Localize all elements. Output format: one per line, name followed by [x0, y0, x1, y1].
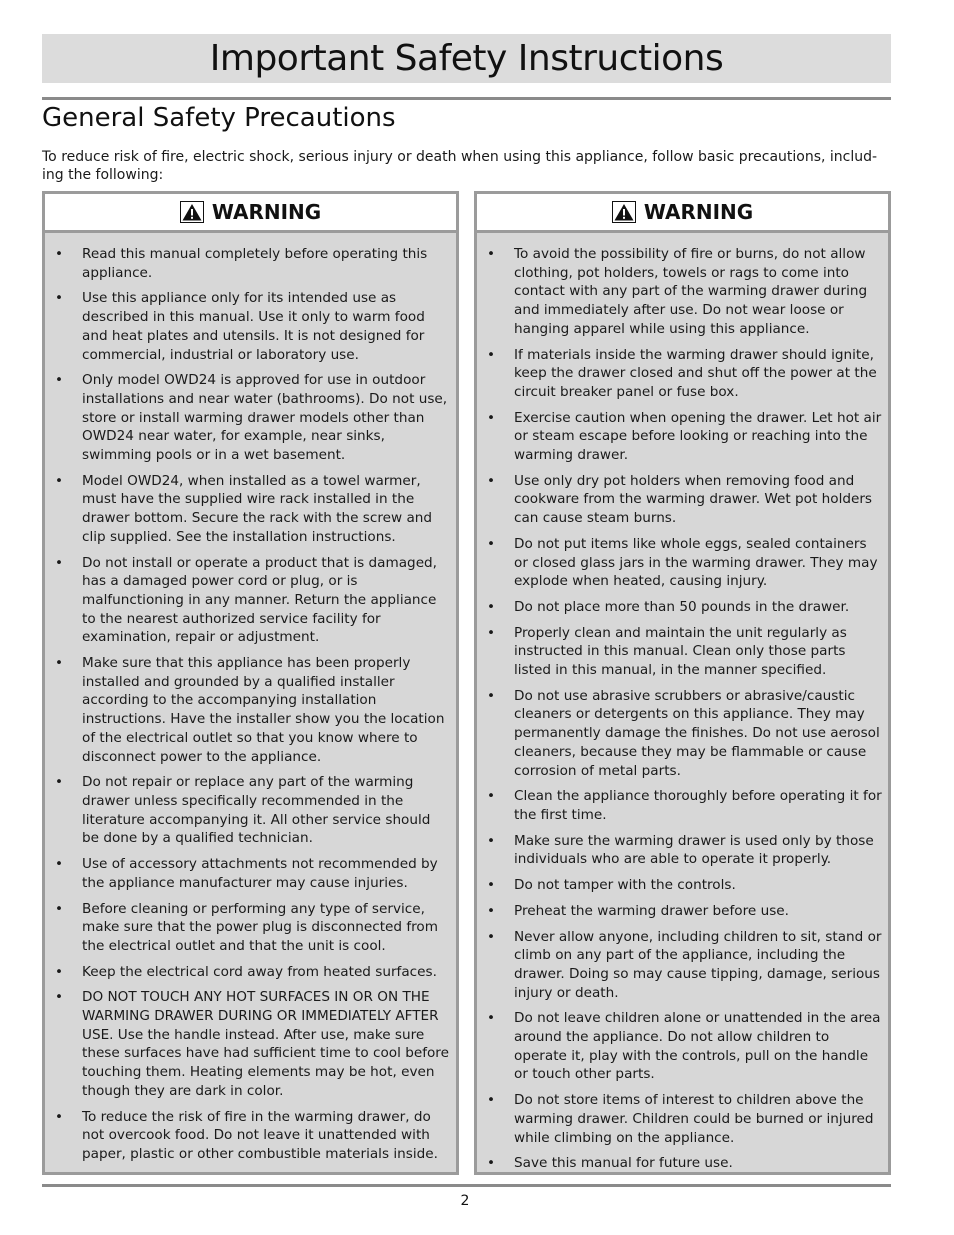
- warning-label: WARNING: [643, 200, 754, 224]
- list-item: [481, 876, 882, 895]
- warning-box-left: [42, 191, 459, 1175]
- bullet-icon: •: [55, 774, 64, 791]
- warning-header-right: [477, 194, 888, 233]
- bullet-icon: •: [55, 290, 64, 307]
- bullet-icon: •: [55, 989, 64, 1006]
- page-title-band: [42, 34, 891, 83]
- list-item-text: Properly clean and maintain the unit regularly as instructed in this manual. Clean only those parts listed in this manual, in the manner specified.: [514, 624, 847, 679]
- bullet-icon: •: [55, 246, 64, 262]
- list-item: [481, 624, 882, 680]
- list-item-text: Before cleaning or performing any type of service, make sure that the power plug is disconnected from the electrical outlet and that the unit is cool.: [82, 900, 438, 954]
- list-item-text: Do not leave children alone or unattended in the area around the appliance. Do not allow children to operate it, play with the controls, pull on the handle or touch other parts.: [514, 1010, 881, 1083]
- list-item-text: Do not tamper with the controls.: [514, 877, 736, 894]
- list-item: [481, 928, 882, 1003]
- bullet-icon: •: [55, 1108, 64, 1125]
- warning-triangle-icon: [180, 201, 204, 223]
- list-item: [481, 1154, 882, 1173]
- list-item-text: Clean the appliance thoroughly before operating it for the first time.: [514, 788, 882, 823]
- warning-list-right: [481, 245, 882, 1180]
- list-item-text: Do not repair or replace any part of the warming drawer unless specifically recommended in the literature accompanying it. All other service should be done by a qualified technician.: [82, 774, 431, 847]
- bottom-divider: [42, 1184, 891, 1187]
- bullet-icon: •: [487, 832, 496, 849]
- bullet-icon: •: [487, 409, 496, 426]
- list-item: [49, 900, 450, 956]
- list-item-text: Do not store items of interest to children above the warming drawer. Children could be burned or injured while climbing on the appliance.: [514, 1092, 874, 1146]
- bullet-icon: •: [487, 624, 496, 641]
- bullet-icon: •: [55, 900, 64, 917]
- bullet-icon: •: [487, 687, 496, 704]
- list-item: [481, 902, 882, 921]
- list-item: [481, 245, 882, 339]
- section-heading: General Safety Precautions: [42, 103, 396, 133]
- list-item-text: Exercise caution when opening the drawer. Let hot air or steam escape before looking or reaching into the warming drawer.: [514, 409, 882, 464]
- bullet-icon: •: [55, 472, 64, 489]
- list-item-text: If materials inside the warming drawer should ignite, keep the drawer closed and shut off the power at the circuit breaker panel or fuse box.: [514, 346, 877, 400]
- list-item-text: Do not put items like whole eggs, sealed containers or closed glass jars in the warming drawer. They may explode when heated, causing injury.: [514, 535, 878, 590]
- list-item: [49, 554, 450, 648]
- list-item: [49, 245, 450, 282]
- list-item-text: To avoid the possibility of fire or burns, do not allow clothing, pot holders, towels or rags to come into contact with any part of the warming drawer during and immediately after use. Do not wear loose or hanging apparel while using this appliance.: [514, 246, 868, 337]
- list-item-text: Never allow anyone, including children to sit, stand or climb on any part of the appliance, including the drawer. Doing so may cause tipping, damage, serious injury or death.: [514, 928, 882, 1001]
- bullet-icon: •: [487, 1155, 496, 1172]
- list-item-text: Preheat the warming drawer before use.: [514, 902, 789, 919]
- list-item: [481, 472, 882, 528]
- list-item-text: Use of accessory attachments not recommended by the appliance manufacturer may cause injuries.: [82, 856, 438, 891]
- list-item: [49, 1108, 450, 1164]
- bullet-icon: •: [487, 346, 496, 363]
- list-item-text: Do not use abrasive scrubbers or abrasive/caustic cleaners or detergents on this appliance. They may permanently damage the finishes. Do not use aerosol cleaners, because they may be flammable or cause corrosion of metal parts.: [514, 687, 880, 779]
- list-item: [481, 832, 882, 869]
- bullet-icon: •: [487, 788, 496, 805]
- list-item-text: Use this appliance only for its intended use as described in this manual. Use it only to warm food and heat plates and utensils. It is not designed for commercial, industrial or laboratory use.: [82, 290, 425, 363]
- list-item-text: DO NOT TOUCH ANY HOT SURFACES IN OR ON THE WARMING DRAWER DURING OR IMMEDIATELY AFTER USE. Use the handle instead. After use, make sure these surfaces have had sufficient time to cool before touching them. Heating elements may be hot, even though they are dark in color.: [82, 989, 449, 1099]
- list-item-text: Save this manual for future use.: [514, 1155, 733, 1172]
- list-item: [49, 988, 450, 1100]
- list-item: [481, 787, 882, 824]
- bullet-icon: •: [55, 554, 64, 571]
- bullet-icon: •: [55, 655, 64, 672]
- list-item: [49, 472, 450, 547]
- bullet-icon: •: [487, 1010, 496, 1027]
- bullet-icon: •: [487, 877, 496, 894]
- list-item-text: Make sure that this appliance has been properly installed and grounded by a qualified installer according to the accompanying installation instructions. Have the installer show you the location of the electrical outlet so that you know where to disconnect power to the appliance.: [82, 655, 445, 765]
- bullet-icon: •: [55, 963, 64, 980]
- list-item: [49, 773, 450, 848]
- list-item: [481, 598, 882, 617]
- list-item: [481, 1009, 882, 1084]
- bullet-icon: •: [487, 598, 496, 615]
- intro-paragraph: To reduce risk of fire, electric shock, serious injury or death when using this appliance, follow basic precautions, includ-ing the following:: [42, 149, 878, 183]
- list-item-text: To reduce the risk of fire in the warming drawer, do not overcook food. Do not leave it unattended with paper, plastic or other combustible materials inside.: [82, 1108, 438, 1162]
- list-item: [481, 409, 882, 465]
- page-title: Important Safety Instructions: [209, 38, 724, 79]
- list-item: [49, 855, 450, 892]
- bullet-icon: •: [487, 535, 496, 552]
- list-item-text: Do not install or operate a product that is damaged, has a damaged power cord or plug, or is malfunctioning in any manner. Return the appliance to the nearest authorized service facility for examination, repair or adjustment.: [82, 554, 438, 646]
- list-item-text: Use only dry pot holders when removing food and cookware from the warming drawer. Wet pot holders can cause steam burns.: [514, 472, 873, 527]
- warning-label: WARNING: [211, 200, 322, 224]
- warning-triangle-icon: [612, 201, 636, 223]
- list-item-text: Keep the electrical cord away from heated surfaces.: [82, 963, 437, 980]
- list-item: [49, 371, 450, 465]
- bullet-icon: •: [55, 856, 64, 873]
- bullet-icon: •: [487, 1092, 496, 1109]
- list-item-text: Make sure the warming drawer is used only by those individuals who are able to operate it properly.: [514, 832, 874, 868]
- list-item: [481, 1091, 882, 1147]
- list-item: [49, 654, 450, 766]
- bullet-icon: •: [487, 472, 496, 489]
- bullet-icon: •: [487, 902, 496, 919]
- list-item: [481, 346, 882, 402]
- page-number: 2: [460, 1193, 470, 1209]
- list-item: [481, 535, 882, 591]
- list-item-text: Model OWD24, when installed as a towel warmer, must have the supplied wire rack installed in the drawer bottom. Secure the rack with the screw and clip supplied. See the installation instructions.: [82, 472, 433, 545]
- list-item: [481, 687, 882, 781]
- list-item: [49, 963, 450, 982]
- warning-box-right: [474, 191, 891, 1175]
- list-item-text: Do not place more than 50 pounds in the drawer.: [514, 598, 850, 615]
- list-item-text: Read this manual completely before operating this appliance.: [82, 246, 428, 281]
- bullet-icon: •: [487, 246, 496, 262]
- bullet-icon: •: [487, 928, 496, 945]
- warning-list-left: [49, 245, 450, 1171]
- bullet-icon: •: [55, 372, 64, 389]
- list-item-text: Only model OWD24 is approved for use in outdoor installations and near water (bathrooms). Do not use, store or install warming drawer models other than OWD24 near water, for example, near sinks, swimming pools or in a wet basement.: [82, 372, 448, 464]
- warning-header-left: [45, 194, 456, 233]
- list-item: [49, 289, 450, 364]
